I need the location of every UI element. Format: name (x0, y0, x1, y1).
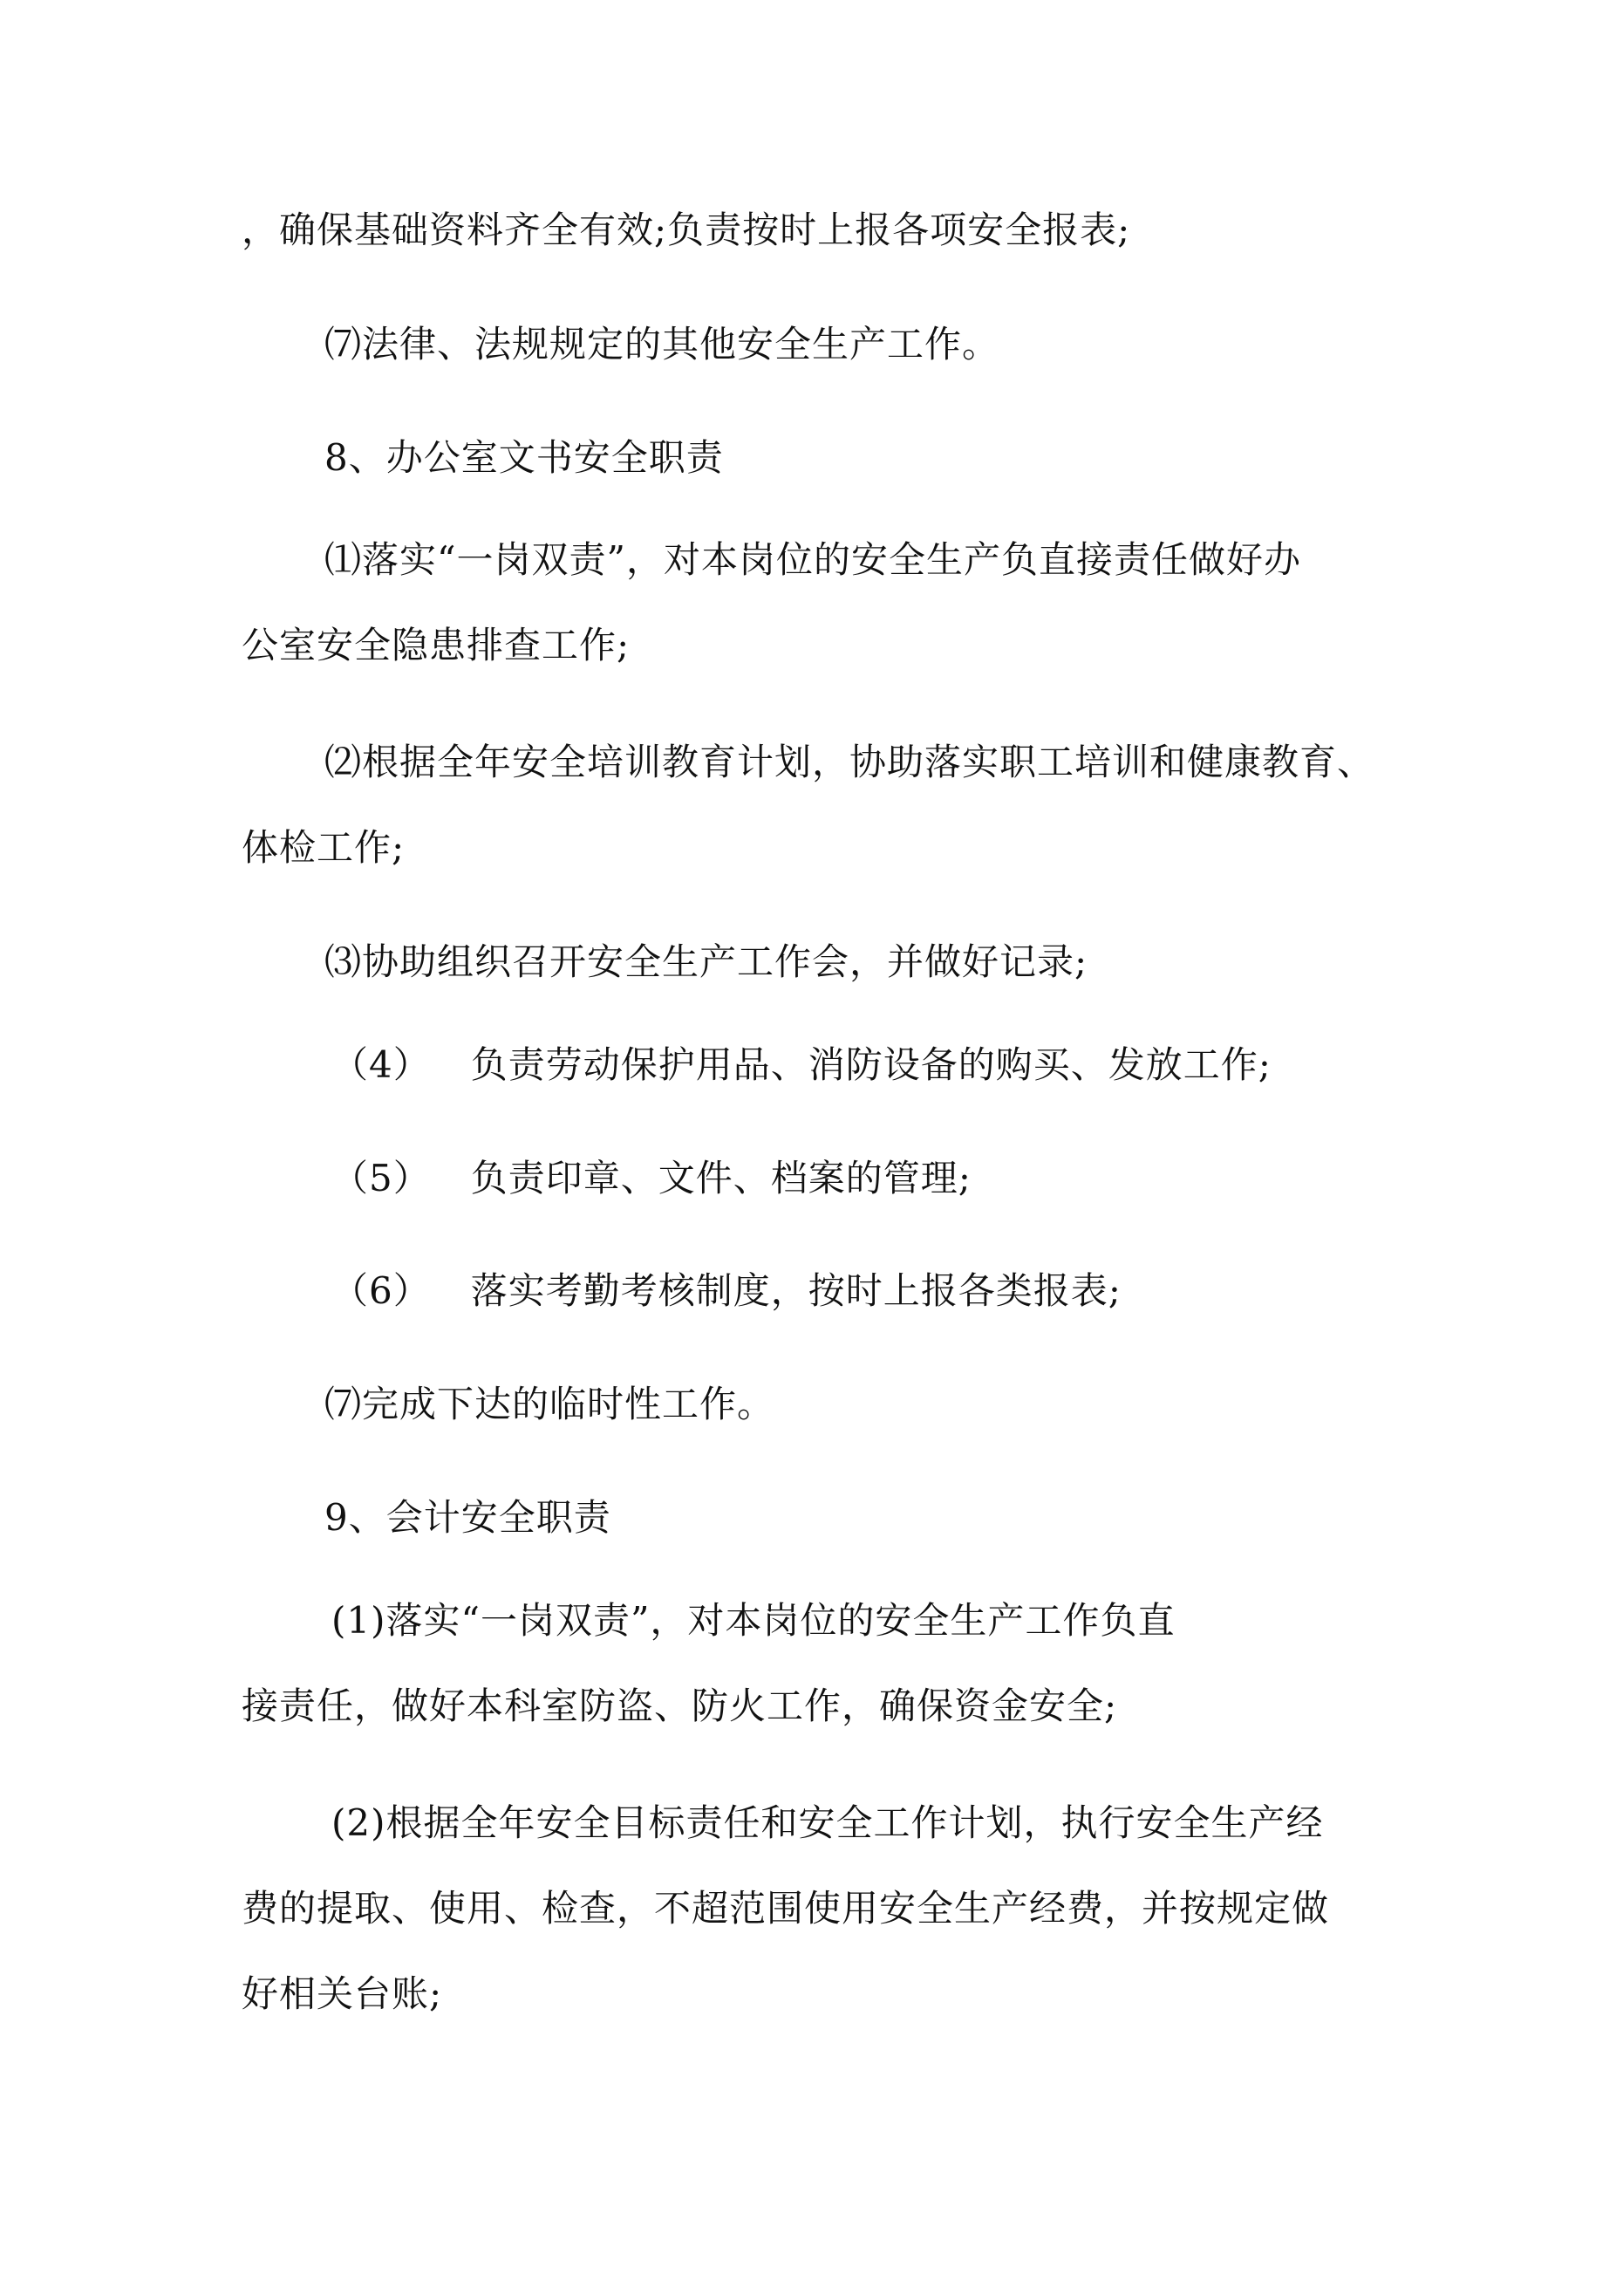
list-item-3: ⑶协助组织召开安全生产工作会，并做好记录; (324, 940, 1088, 983)
list-item-2: ⑵根据全年安全培训教育计划，协助落实职工培训和健康教育、 (324, 741, 1375, 783)
list-item-4 (331, 1041, 1535, 1090)
list-item-7: ⑺法律、法规规定的其他安全生产工作。 (324, 323, 1000, 366)
section-heading-9: 9、会计安全职责 (324, 1496, 611, 1539)
list-item-9-1: (1)落实“一岗双责”，对本岗位的安全生产工作负直 (331, 1599, 1176, 1642)
list-item-4-marker: （4） (331, 1043, 431, 1086)
list-item-6-text: 落实考勤考核制度，按时上报各类报表; (470, 1269, 1122, 1312)
list-item-9-2-continuation-2: 好相关台账; (242, 1972, 443, 2015)
list-item-7b: ⑺完成下达的临时性工作。 (324, 1383, 775, 1425)
list-item-5-text: 负责印章、文件、档案的管理; (470, 1157, 972, 1199)
list-item-6 (331, 1267, 1535, 1315)
section-heading-8: 8、办公室文书安全职责 (324, 436, 724, 479)
list-item-4-text: 负责劳动保护用品、消防设备的购买、发放工作; (470, 1043, 1272, 1086)
list-item-5-marker: （5） (331, 1157, 431, 1199)
paragraph-line: ，确保基础资料齐全有效;负责按时上报各项安全报表; (242, 208, 1131, 251)
list-item-9-1-continuation: 接责任，做好本科室防盗、防火工作，确保资金安全; (242, 1684, 1118, 1727)
list-item-9-2-continuation-1: 费的提取、使用、检查，不超范围使用安全生产经费，并按规定做 (242, 1887, 1330, 1930)
list-item-2-continuation: 体检工作; (242, 826, 406, 869)
list-item-1-continuation: 公室安全隐患排查工作; (242, 624, 631, 666)
list-item-1: ⑴落实“一岗双责”，对本岗位的安全生产负直接责任做好办 (324, 538, 1301, 581)
list-item-6-marker: （6） (331, 1269, 431, 1312)
list-item-5 (331, 1154, 1535, 1203)
list-item-9-2: (2)根据全年安全目标责任和安全工作计划，执行安全生产经 (331, 1801, 1324, 1844)
